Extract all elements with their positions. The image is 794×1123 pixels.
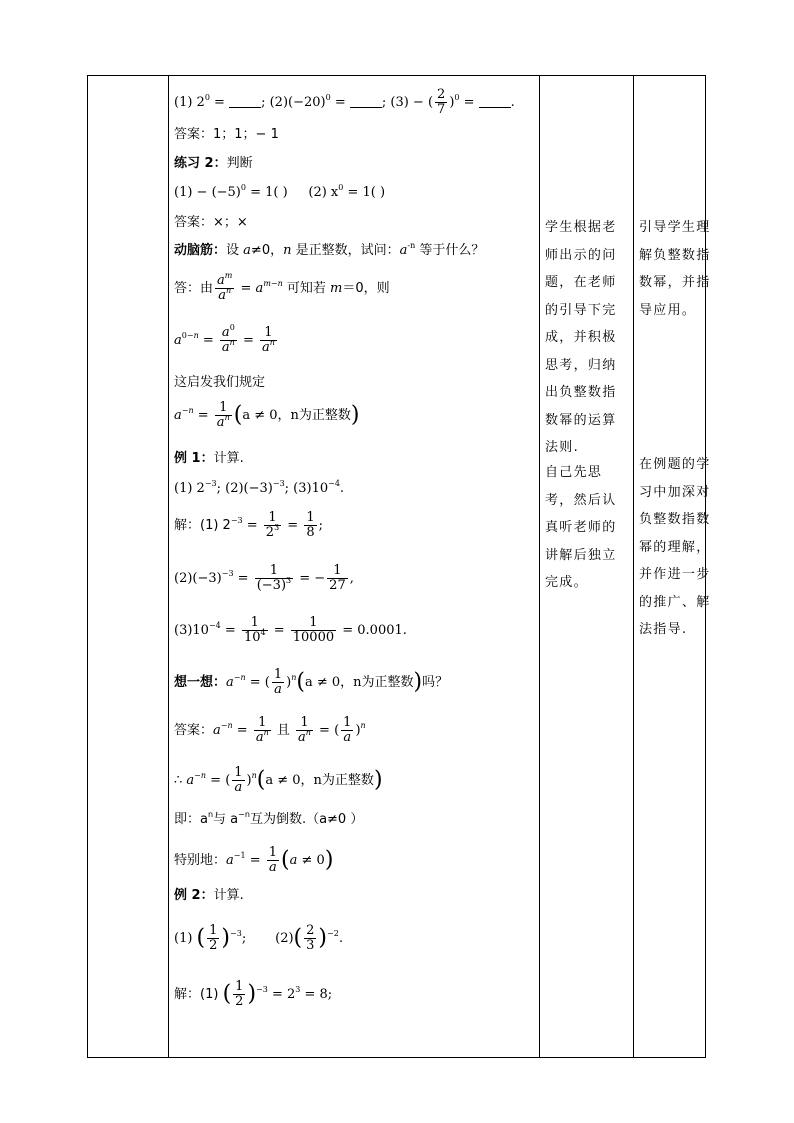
definition-formula: $a^{-n}$ = $\frac{1}{a^n}$ (a ≠ 0，n为正整数) bbox=[174, 400, 360, 430]
column-divider bbox=[168, 76, 169, 1057]
example-1-items: (1) $2^{-3}$; $(2)(-3)^{-3}$; $(3)10^{-4}$. bbox=[174, 479, 345, 496]
column-divider bbox=[633, 76, 634, 1057]
answer-2: 答案：×；× bbox=[174, 215, 248, 230]
example-2-heading: 例 2：计算. bbox=[174, 888, 244, 903]
student-activity-text: 学生根据老师出示的问题，在老师的引导下完成，并积极思考，归纳出负整数指数幂的运算法则. bbox=[545, 220, 617, 455]
column-divider bbox=[539, 76, 540, 1057]
brain-teaser: 动脑筋：设 a≠0，n 是正整数，试问：$a^{-n}$ 等于什么？ bbox=[174, 241, 485, 258]
reciprocal-note: 即：$a^n$与 $a^{-n}$互为倒数.（a≠0 ） bbox=[174, 810, 364, 827]
example-1-heading: 例 1：计算. bbox=[174, 451, 244, 466]
special-case: 特别地：$a^{-1}$ = $\frac{1}{a}$ (a ≠ 0) bbox=[174, 845, 334, 875]
lesson-table bbox=[87, 75, 711, 1058]
solution-1-1: 解：(1) $2^{-3}$ = $\frac{1}{2^3}$ = $\frac{1}{8}$ ; bbox=[174, 510, 324, 540]
solution-1-2: $(2)(-3)^{-3}$ = $\frac{1}{(-3)^3}$ = − $\frac{1}{27}$ , bbox=[174, 563, 354, 593]
inspiration-text: 这启发我们规定 bbox=[174, 375, 266, 390]
judge-questions: $(1) - (-5)^0 = 1$( ) (2) $x^0 = 1$( ) bbox=[174, 183, 386, 200]
derivation-line: 答：由 $\frac{a^m}{a^n}$ = $a^{m-n}$ 可知若 m＝0，则 bbox=[174, 271, 390, 303]
answer-blank bbox=[350, 95, 382, 108]
answer-blank bbox=[479, 95, 511, 108]
exercise-1-questions: (1) $2^0$ = ; $(2)(-20)^0$ = ; (3) − ( $\frac{2}{7}$ )$^0$ = . bbox=[174, 87, 515, 117]
solution-1-3: $(3)10^{-4}$ = $\frac{1}{10^4}$ = $\frac{1}{10000}$ = 0.0001. bbox=[174, 615, 407, 645]
exercise-2-heading: 练习 2：判断 bbox=[174, 156, 253, 171]
example-2-items: (1) ( $\frac{1}{2}$ )$^{-3}$; (2)( $\frac{2}{3}$ )$^{-2}$. bbox=[174, 923, 343, 953]
derivation-result: $a^{0-n}$ = $\frac{a^0}{a^n}$ = $\frac{1}{a^n}$ bbox=[174, 323, 275, 355]
design-intent-text: 引导学生理解负整数指数幂，并指导应用。 bbox=[639, 220, 711, 318]
student-activity-text-2: 自己先思考，然后认真听老师的讲解后独立完成。 bbox=[545, 465, 617, 590]
answer-blank bbox=[229, 95, 261, 108]
think-question: 想一想：$a^{-n}$ = ( $\frac{1}{a}$ )$^n$(a ≠ 0，n为正整数)吗？ bbox=[174, 667, 449, 697]
solution-2-1: 解：(1) ( $\frac{1}{2}$ )$^{-3} = 2^3 = 8$; bbox=[174, 979, 333, 1009]
answer-4: 答案：$a^{-n}$ = $\frac{1}{a^n}$ 且 $\frac{1}{a^n}$ = ( $\frac{1}{a}$ )$^n$ bbox=[174, 715, 366, 745]
therefore-line: ∴ $a^{-n}$ = ( $\frac{1}{a}$ )$^n$(a ≠ 0，n为正整数) bbox=[174, 765, 383, 795]
design-intent-text-2: 在例题的学习中加深对负整数指数幂的理解，并作进一步的推广、解法指导. bbox=[639, 457, 711, 637]
answer-1: 答案：1；1；− 1 bbox=[174, 127, 279, 142]
